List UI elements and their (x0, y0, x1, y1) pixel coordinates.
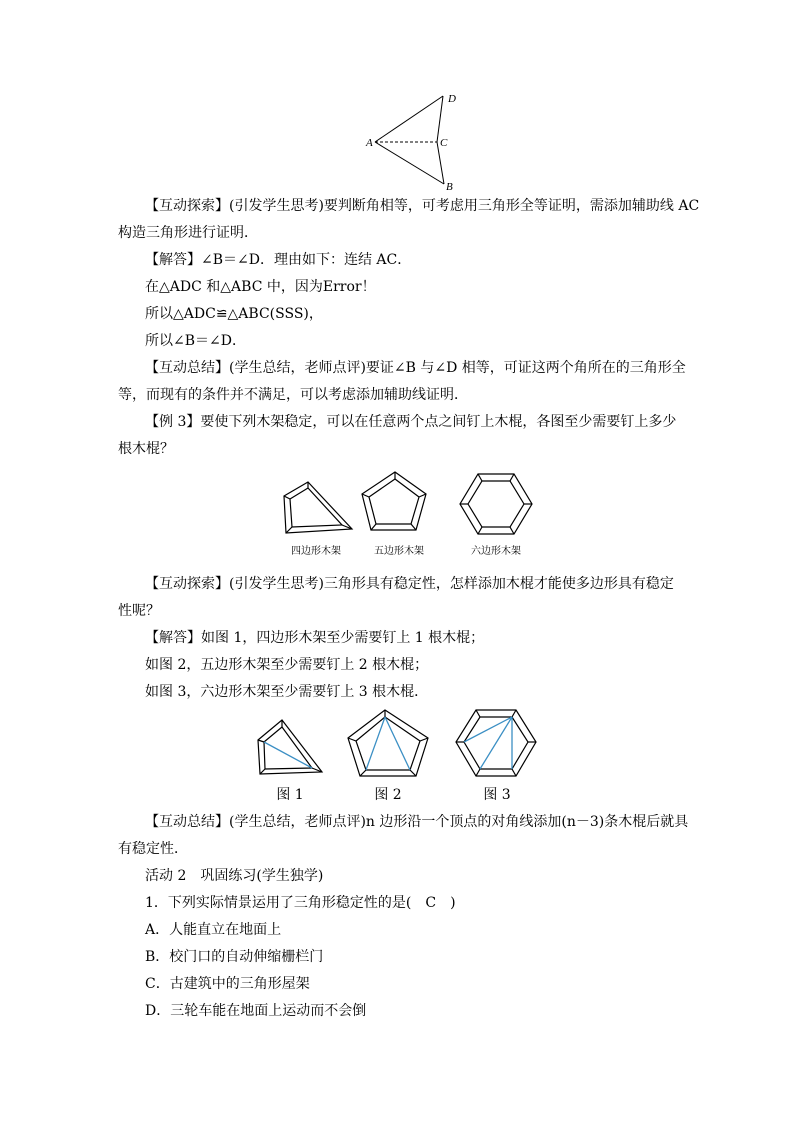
figure-2-pent (348, 710, 428, 776)
question-1-option-c: C．古建筑中的三角形屋架 (145, 976, 310, 992)
summary-1-line2: 等，而现有的条件并不满足，可以考虑添加辅助线证明． (118, 387, 468, 403)
figure-1-quad (258, 720, 322, 774)
answer-1-line3: 所以△ADC≌△ABC(SSS)， (145, 306, 323, 322)
caption-pent-frame: 五边形木架 (374, 546, 424, 557)
quad-frame (284, 482, 352, 533)
answer-1-line1: 【解答】∠B＝∠D．理由如下：连结 AC． (145, 252, 412, 268)
label-d: D (448, 93, 456, 105)
answer-2-line2: 如图 2，五边形木架至少需要钉上 2 根木棍； (145, 657, 429, 673)
label-c: C (440, 137, 448, 149)
diagonal-1 (264, 742, 312, 768)
caption-quad-frame: 四边形木架 (291, 546, 341, 557)
example-3-line2: 根木棍？ (118, 441, 174, 457)
answer-2-line3: 如图 3，六边形木架至少需要钉上 3 根木棍． (145, 684, 429, 700)
caption-figure-1: 图 1 (276, 787, 304, 803)
pent-frame (362, 472, 426, 530)
explore-1-line2: 构造三角形进行证明． (118, 225, 258, 241)
answer-2-line1: 【解答】如图 1，四边形木架至少需要钉上 1 根木棍； (145, 630, 485, 646)
activity-2-heading: 活动 2 巩固练习(学生独学) (145, 868, 324, 884)
caption-hex-frame: 六边形木架 (471, 546, 521, 557)
answer-1-line2: 在△ADC 和△ABC 中，因为Error！ (145, 279, 376, 295)
caption-figure-3: 图 3 (483, 787, 511, 803)
summary-2-line2: 有稳定性． (118, 841, 188, 857)
braced-frames-figure (248, 704, 548, 784)
question-1-option-d: D．三轮车能在地面上运动而不会倒 (145, 1003, 367, 1019)
label-b: B (446, 181, 453, 193)
summary-2-line1: 【互动总结】(学生总结，老师点评)n 边形沿一个顶点的对角线添加(n－3)条木棍后就具 (145, 814, 689, 830)
explore-1-line1: 【互动探索】(引发学生思考)要判断角相等，可考虑用三角形全等证明，需添加辅助线 AC (145, 198, 700, 214)
label-a: A (366, 137, 373, 149)
example-3-line1: 【例 3】要使下列木架稳定，可以在任意两个点之间钉上木棍，各图至少需要钉上多少 (145, 414, 677, 430)
caption-figure-2: 图 2 (374, 787, 402, 803)
explore-2-line2: 性呢？ (118, 603, 160, 619)
question-1-option-a: A．人能直立在地面上 (145, 922, 282, 938)
explore-2-line1: 【互动探索】(引发学生思考)三角形具有稳定性，怎样添加木棍才能使多边形具有稳定 (145, 576, 674, 592)
quadrilateral-figure (360, 88, 470, 194)
question-1-option-b: B．校门口的自动伸缩栅栏门 (145, 949, 324, 965)
summary-1-line1: 【互动总结】(学生总结，老师点评)要证∠B 与∠D 相等，可证这两个角所在的三角形全 (145, 360, 686, 376)
hex-frame (460, 474, 532, 534)
answer-1-line4: 所以∠B＝∠D． (145, 333, 246, 349)
question-1-stem: 1．下列实际情景运用了三角形稳定性的是( C ) (145, 895, 456, 911)
